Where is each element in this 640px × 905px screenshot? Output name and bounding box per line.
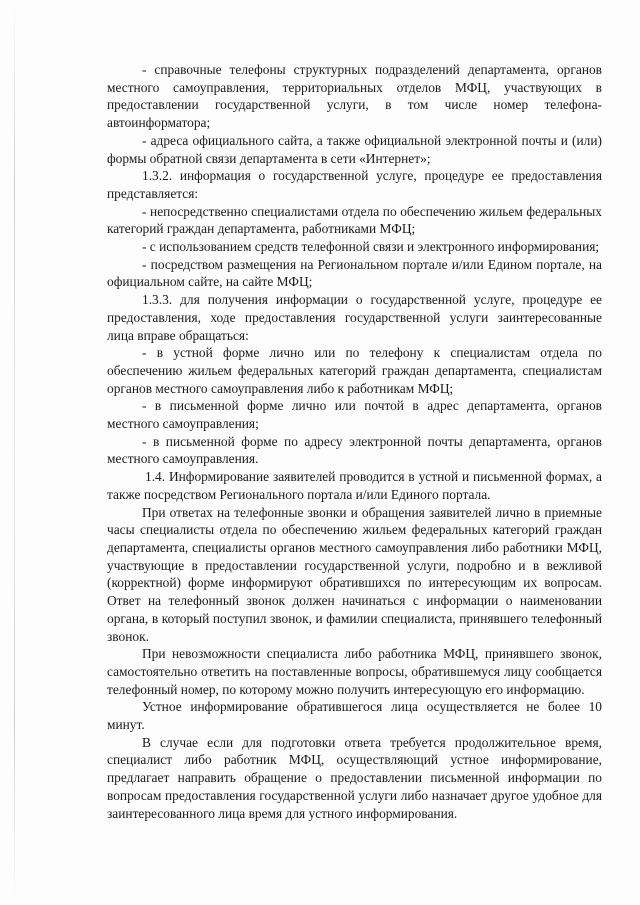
paragraph-oral-duration: Устное информирование обратившегося лица осуществляется не более 10 минут. <box>107 699 602 733</box>
paragraph-long-preparation: В случае если для подготовки ответа требуется продолжительное время, специалист либо работник МФЦ, осуществляющий устное информирование, предлагает направить обращение о предоставлении письменной информации по вопросам предоставления государственной услуги либо назначает другое удобное для заинтересованного лица время для устного информирования. <box>107 734 602 821</box>
paragraph-oral-form: - в устной форме лично или по телефону к специалистам отдела по обеспечению жильем федеральных категорий граждан департамента, специалистам органов местного самоуправления либо к работникам МФЦ; <box>107 345 602 396</box>
paragraph-written-form-mail: - в письменной форме лично или почтой в адрес департамента, органов местного самоуправления; <box>107 398 602 432</box>
paragraph-impossibility: При невозможности специалиста либо работника МФЦ, принявшего звонок, самостоятельно ответить на поставленные вопросы, обратившемуся лицу сообщается телефонный номер, по которому можно получить интересующую его информацию. <box>107 646 602 697</box>
paragraph-directly-by-specialists: - непосредственно специалистами отдела по обеспечению жильем федеральных категорий граждан департамента, работниками МФЦ; <box>107 203 602 237</box>
paragraph-reference-phones: - справочные телефоны структурных подразделений департамента, органов местного самоуправления, территориальных отделов МФЦ, участвующих в предоставлении государственной услуги, в том числе номер телефона-автоинформатора; <box>107 62 602 131</box>
document-body <box>107 61 602 822</box>
scan-edge-shadow <box>14 0 15 905</box>
paragraph-website-addresses: - адреса официального сайта, а также официальной электронной почты и (или) формы обратной связи департамента в сети «Интернет»; <box>107 132 602 166</box>
paragraph-written-form-email: - в письменной форме по адресу электронной почты департамента, органов местного самоуправления. <box>107 433 602 467</box>
paragraph-portal-placement: - посредством размещения на Региональном портале и/или Едином портале, на официальном сайте, на сайте МФЦ; <box>107 256 602 290</box>
paragraph-1-3-2: 1.3.2. информация о государственной услуге, процедуре ее предоставления представляется: <box>107 168 602 201</box>
paragraph-1-4: 1.4. Информирование заявителей проводится в устной и письменной формах, а также посредством Регионального портала и/или Единого портала. <box>107 469 602 502</box>
paragraph-1-3-3: 1.3.3. для получения информации о государственной услуге, процедуре ее предоставления, ходе предоставления государственной услуги заинтересованные лица вправе обращаться: <box>107 292 602 343</box>
paragraph-telephone-means: - с использованием средств телефонной связи и электронного информирования; <box>142 239 600 255</box>
paragraph-phone-answers: При ответах на телефонные звонки и обращения заявителей лично в приемные часы специалисты отдела по обеспечению жильем федеральных категорий граждан департамента, специалисты органов местного самоуправления либо работники МФЦ, участвующие в предоставлении государственной услуги, подробно и в вежливой (корректной) форме информируют обратившихся по интересующим их вопросам. Ответ на телефонный звонок должен начинаться с информации о наименовании органа, в который поступил звонок, и фамилии специалиста, принявшего телефонный звонок. <box>107 504 602 644</box>
